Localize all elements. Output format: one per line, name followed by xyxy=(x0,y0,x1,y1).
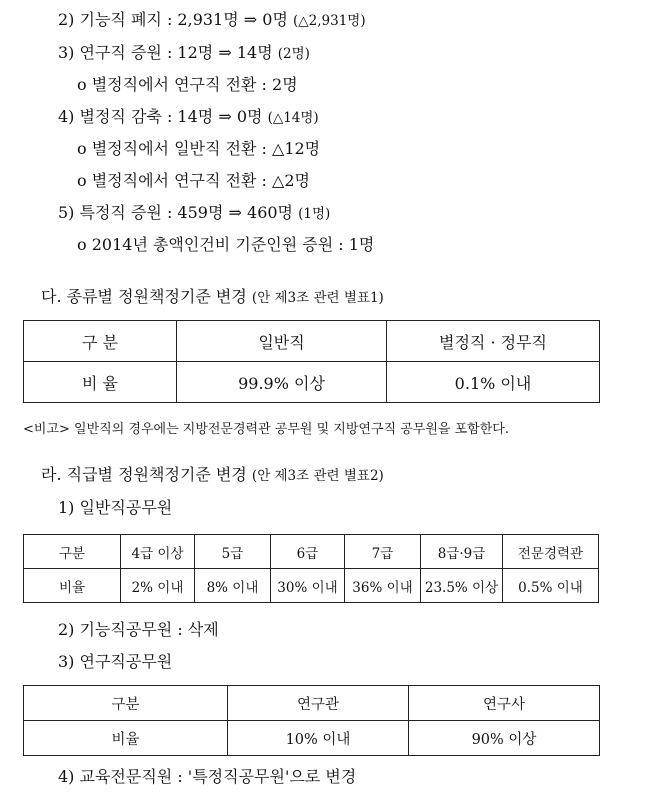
line-subnote: (△2,931명) xyxy=(293,13,366,29)
table-row xyxy=(24,362,600,403)
table-cell: 8% 이내 xyxy=(195,569,271,603)
table-header-cell: 8급·9급 xyxy=(421,535,503,569)
sub-functional-officials: 2) 기능직공무원 : 삭제 xyxy=(58,620,219,639)
table-header-cell: 일반직 xyxy=(177,321,387,362)
line-subnote: (△14명) xyxy=(267,110,319,126)
sub-research-officials: 3) 연구직공무원 xyxy=(58,652,173,671)
line-specific-increase xyxy=(58,203,330,224)
bullet-special-to-general: o 별정직에서 일반직 전환 : △12명 xyxy=(77,139,321,158)
line-functional-abolish xyxy=(58,10,366,31)
table-header-cell: 연구사 xyxy=(409,686,600,721)
table-header-cell: 전문경력관 xyxy=(503,535,599,569)
table-header-cell: 구분 xyxy=(24,535,121,569)
bullet-total-labor-increase: o 2014년 총액인건비 기준인원 증원 : 1명 xyxy=(77,235,375,254)
table-cell: 2% 이내 xyxy=(121,569,195,603)
type-ratio-table xyxy=(23,320,600,403)
line-text: 2) 기능직 폐지 : 2,931명 ⇒ 0명 xyxy=(58,10,288,29)
table-header-cell: 7급 xyxy=(345,535,421,569)
table-cell: 23.5% 이상 xyxy=(421,569,503,603)
section-title-note: (안 제3조 관련 별표2) xyxy=(251,468,384,484)
table-header-cell: 5급 xyxy=(195,535,271,569)
table-cell: 99.9% 이상 xyxy=(177,362,387,403)
table-cell: 비율 xyxy=(24,721,228,756)
table-header-cell: 4급 이상 xyxy=(121,535,195,569)
line-subnote: (1명) xyxy=(298,206,331,222)
table-row xyxy=(24,721,600,756)
sub-education-staff: 4) 교육전문직원 : '특정직공무원'으로 변경 xyxy=(58,767,357,786)
table-cell: 0.1% 이내 xyxy=(387,362,600,403)
line-special-reduce xyxy=(58,107,319,128)
line-research-increase xyxy=(58,43,310,64)
table-header-row xyxy=(24,321,600,362)
table-cell: 10% 이내 xyxy=(228,721,409,756)
table-header-row xyxy=(24,686,600,721)
table-header-cell: 6급 xyxy=(271,535,345,569)
table-row xyxy=(24,569,599,603)
line-text: 3) 연구직 증원 : 12명 ⇒ 14명 xyxy=(58,43,273,62)
line-text: 5) 특정직 증원 : 459명 ⇒ 460명 xyxy=(58,203,294,222)
line-subnote: (2명) xyxy=(277,46,310,62)
bullet-special-to-research-minus: o 별정직에서 연구직 전환 : △2명 xyxy=(77,171,310,190)
table-header-cell: 구분 xyxy=(24,686,228,721)
table-header-cell: 연구관 xyxy=(228,686,409,721)
research-ratio-table xyxy=(23,685,600,756)
table-cell: 비 율 xyxy=(24,362,177,403)
table-cell: 36% 이내 xyxy=(345,569,421,603)
table-cell: 90% 이상 xyxy=(409,721,600,756)
section-title-text: 라. 직급별 정원책정기준 변경 xyxy=(41,465,247,484)
table-remark: <비고> 일반직의 경우에는 지방전문경력관 공무원 및 지방연구직 공무원을 포함한다. xyxy=(23,422,509,437)
table-cell: 30% 이내 xyxy=(271,569,345,603)
section-da-title xyxy=(41,287,384,308)
section-ra-title xyxy=(41,465,384,486)
sub-general-officials: 1) 일반직공무원 xyxy=(58,498,173,517)
bullet-special-to-research: o 별정직에서 연구직 전환 : 2명 xyxy=(77,75,298,94)
table-header-row xyxy=(24,535,599,569)
table-cell: 0.5% 이내 xyxy=(503,569,599,603)
table-header-cell: 구 분 xyxy=(24,321,177,362)
grade-ratio-table xyxy=(23,534,599,603)
table-cell: 비율 xyxy=(24,569,121,603)
line-text: 4) 별정직 감축 : 14명 ⇒ 0명 xyxy=(58,107,263,126)
section-title-note: (안 제3조 관련 별표1) xyxy=(251,290,384,306)
table-header-cell: 별정직 · 정무직 xyxy=(387,321,600,362)
section-title-text: 다. 종류별 정원책정기준 변경 xyxy=(41,287,247,306)
